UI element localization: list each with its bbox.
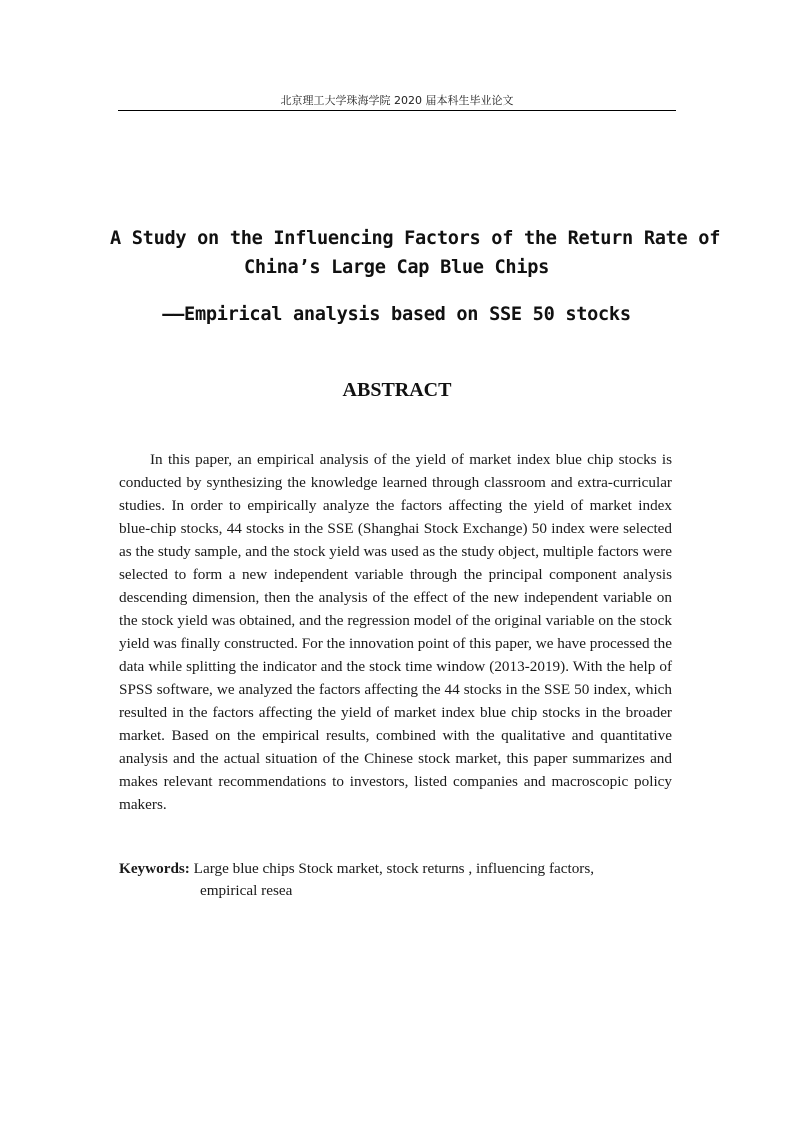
abstract-paragraph: In this paper, an empirical analysis of the yield of market index blue chip stocks is conducted by synthesizing the knowledge learned through classroom and extra-curricular studies. In order to empirically analyze the factors affecting the yield of market index blue-chip stocks, 44 stocks in the SSE (Shanghai Stock Exchange) 50 index were selected as the study sample, and the stock yield was used as the study object, multiple factors were selected to form a new independent variable through the principal component analysis descending dimension, then the analysis of the effect of the new independent variable on the stock yield was obtained, and the regression model of the original variable on the stock yield was finally constructed. For the innovation point of this paper, we have processed the data while splitting the indicator and the stock time window (2013-2019). With the help of SPSS software, we analyzed the factors affecting the 44 stocks in the SSE 50 index, which resulted in the factors affecting the yield of market index blue chip stocks in the broader market. Based on the empirical results, combined with the qualitative and quantitative analysis and the actual situation of the Chinese stock market, this paper summarizes and makes relevant recommendations to investors, listed companies and macroscopic policy makers. <box>119 451 672 813</box>
header-divider <box>118 110 676 111</box>
thesis-subtitle: ——Empirical analysis based on SSE 50 stocks <box>162 304 631 325</box>
keywords-line-2: empirical resea <box>200 882 293 899</box>
keywords-line-1: Large blue chips Stock market, stock returns , influencing factors, <box>193 860 595 877</box>
title-line-1: A Study on the Influencing Factors of the Return Rate of <box>110 228 721 249</box>
abstract-heading: ABSTRACT <box>342 379 452 401</box>
keywords-block <box>119 858 672 902</box>
keywords-label: Keywords: <box>119 860 190 877</box>
thesis-title <box>110 224 721 282</box>
running-header: 北京理工大学珠海学院 2020 届本科生毕业论文 <box>280 94 514 107</box>
title-line-2: China’s Large Cap Blue Chips <box>243 257 550 278</box>
